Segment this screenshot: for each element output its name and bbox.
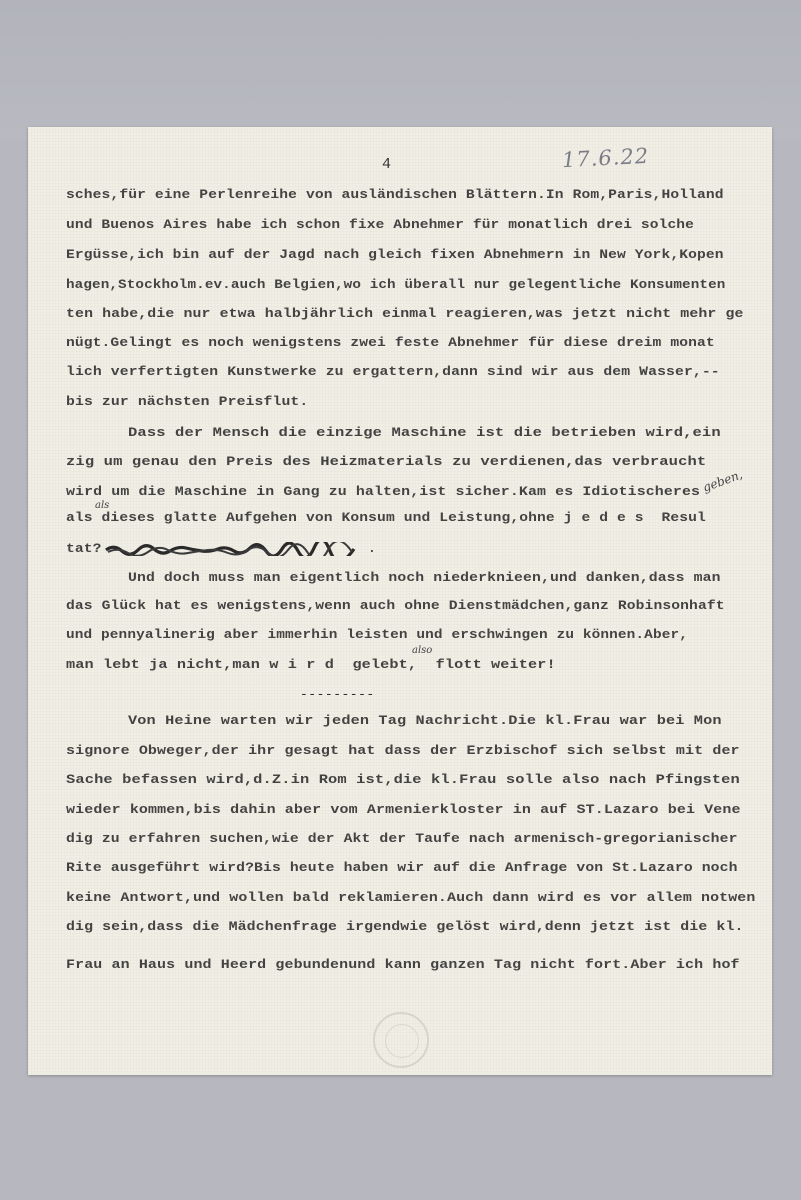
text-line: wieder kommen,bis dahin aber vom Armenierkloster in auf ST.Lazaro bei Vene <box>66 802 741 817</box>
text-line: lich verfertigten Kunstwerke zu ergattern,dann sind wir aus dem Wasser,-- <box>66 364 720 379</box>
text-line: Und doch muss man eigentlich noch niederknieen,und danken,dass man <box>128 570 721 585</box>
text-line: nügt.Gelingt es noch wenigstens zwei feste Abnehmer für diese dreim monat <box>66 335 715 350</box>
text-line: signore Obweger,der ihr gesagt hat dass der Erzbischof sich selbst mit der <box>66 743 740 758</box>
text-line: tat? <box>66 541 102 556</box>
text-line: das Glück hat es wenigstens,wenn auch ohne Dienstmädchen,ganz Robinsonhaft <box>66 598 725 613</box>
handwritten-annotation: also <box>412 645 433 656</box>
text-line: und pennyalinerig aber immerhin leisten und erschwingen zu können.Aber, <box>66 627 688 642</box>
text-line: Rite ausgeführt wird?Bis heute haben wir auf die Anfrage von St.Lazaro noch <box>66 860 738 875</box>
text-line: und Buenos Aires habe ich schon fixe Abnehmer für monatlich drei solche <box>66 217 694 232</box>
crossed-out-scribble <box>104 542 358 556</box>
text-line: hagen,Stockholm.ev.auch Belgien,wo ich überall nur gelegentliche Konsumenten <box>66 277 726 292</box>
handwritten-date: 17.6.22 <box>561 143 650 173</box>
text-line: keine Antwort,und wollen bald reklamieren.Auch dann wird es vor allem notwen <box>66 890 756 905</box>
text-line: Von Heine warten wir jeden Tag Nachricht.Die kl.Frau war bei Mon <box>128 713 722 728</box>
text-line: ten habe,die nur etwa halbjährlich einmal reagieren,was jetzt nicht mehr ge <box>66 306 744 321</box>
section-separator: --------- <box>300 687 375 702</box>
text-line: man lebt ja nicht,man w i r d gelebt, flott weiter! <box>66 657 556 672</box>
text-line: Ergüsse,ich bin auf der Jagd nach gleich fixen Abnehmern in New York,Kopen <box>66 247 724 262</box>
text-line: zig um genau den Preis des Heizmaterials zu verdienen,das verbraucht <box>66 454 707 469</box>
photo-backdrop <box>0 0 801 140</box>
page-number: 4 <box>382 156 392 173</box>
text-line: bis zur nächsten Preisflut. <box>66 394 309 409</box>
text-line: als dieses glatte Aufgehen von Konsum und Leistung,ohne j e d e s Resul <box>66 510 706 525</box>
text-line: Sache befassen wird,d.Z.in Rom ist,die kl.Frau solle also nach Pfingsten <box>66 772 740 787</box>
handwritten-annotation: als <box>95 500 110 511</box>
handwritten-annotation: geben, <box>700 467 745 495</box>
text-line: Frau an Haus und Heerd gebundenund kann ganzen Tag nicht fort.Aber ich hof <box>66 957 740 972</box>
text-line: dig sein,dass die Mädchenfrage irgendwie gelöst wird,denn jetzt ist die kl. <box>66 919 744 934</box>
text-line: sches,für eine Perlenreihe von ausländischen Blättern.In Rom,Paris,Holland <box>66 187 724 202</box>
text-line: dig zu erfahren suchen,wie der Akt der Taufe nach armenisch-gregorianischer <box>66 831 738 846</box>
text-line: Dass der Mensch die einzige Maschine ist die betrieben wird,ein <box>128 425 721 440</box>
text-line: wird um die Maschine in Gang zu halten,ist sicher.Kam es Idiotischeres <box>66 484 701 499</box>
trailing-period: . <box>368 541 376 556</box>
embossed-seal <box>373 1012 429 1068</box>
